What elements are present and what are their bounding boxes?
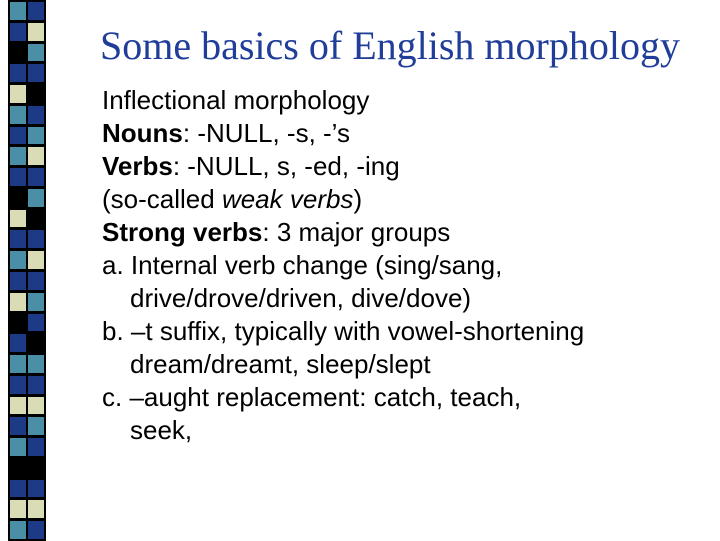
body-line-verbs	[102, 150, 712, 183]
strong-verbs-term: Strong verbs	[102, 217, 263, 247]
body-line-group-c-cont: seek,	[130, 415, 193, 445]
stripe-block	[26, 374, 46, 396]
body-line-group-b: b. –t suffix, typically with vowel-shortening	[102, 316, 585, 346]
stripe-block	[26, 270, 46, 292]
stripe-block	[8, 228, 28, 250]
stripe-block	[8, 62, 28, 84]
body-line-weak-verbs	[102, 183, 712, 216]
stripe-block	[26, 498, 46, 520]
stripe-block	[26, 353, 46, 375]
stripe-block	[26, 187, 46, 209]
stripe-block	[8, 457, 28, 479]
stripe-block	[8, 187, 28, 209]
stripe-block	[26, 519, 46, 541]
slide-body	[102, 84, 712, 447]
strong-verbs-rest: : 3 major groups	[262, 217, 451, 247]
stripe-block	[26, 291, 46, 313]
stripe-block	[8, 145, 28, 167]
stripe-block	[8, 374, 28, 396]
stripe-block	[8, 395, 28, 417]
stripe-block	[26, 208, 46, 230]
stripe-block	[8, 498, 28, 520]
weak-verbs-pre: (so-called	[102, 184, 222, 214]
stripe-block	[8, 125, 28, 147]
stripe-block	[8, 21, 28, 43]
nouns-suffixes: : -NULL, -s, -’s	[182, 118, 350, 148]
body-line-nouns	[102, 117, 712, 150]
stripe-block	[26, 83, 46, 105]
stripe-block	[26, 166, 46, 188]
stripe-block	[8, 270, 28, 292]
stripe-block	[8, 166, 28, 188]
stripe-block	[8, 208, 28, 230]
body-line-group-a: a. Internal verb change (sing/sang,	[102, 250, 503, 280]
stripe-block	[26, 395, 46, 417]
stripe-block	[8, 291, 28, 313]
body-line-group-c: c. –aught replacement: catch, teach,	[102, 382, 522, 412]
stripe-block	[26, 478, 46, 500]
stripe-block	[8, 519, 28, 541]
verbs-term: Verbs	[102, 151, 173, 181]
weak-verbs-term: weak verbs	[221, 184, 354, 214]
stripe-block	[26, 436, 46, 458]
stripe-block	[8, 415, 28, 437]
stripe-block	[8, 436, 28, 458]
stripe-block	[26, 332, 46, 354]
stripe-block	[8, 0, 28, 22]
stripe-block	[8, 249, 28, 271]
stripe-block	[8, 42, 28, 64]
stripe-block	[26, 125, 46, 147]
stripe-block	[26, 415, 46, 437]
stripe-block	[26, 228, 46, 250]
body-line-group-b-cont: dream/dreamt, sleep/slept	[130, 349, 431, 379]
slide-title: Some basics of English morphology	[100, 23, 680, 68]
stripe-block	[8, 312, 28, 334]
stripe-block	[26, 0, 46, 22]
stripe-block	[26, 457, 46, 479]
weak-verbs-post: )	[353, 184, 363, 214]
nouns-term: Nouns	[102, 118, 183, 148]
body-line-inflectional: Inflectional morphology	[102, 85, 370, 115]
body-line-group-a-cont: drive/drove/driven, dive/dove)	[130, 283, 472, 313]
stripe-block	[8, 353, 28, 375]
stripe-block	[8, 478, 28, 500]
stripe-block	[8, 83, 28, 105]
stripe-block	[8, 332, 28, 354]
stripe-block	[26, 104, 46, 126]
stripe-block	[26, 62, 46, 84]
stripe-block	[26, 145, 46, 167]
stripe-block	[8, 104, 28, 126]
stripe-block	[26, 312, 46, 334]
decorative-stripe	[0, 0, 70, 540]
stripe-block	[26, 249, 46, 271]
verbs-suffixes: : -NULL, s, -ed, -ing	[172, 151, 400, 181]
stripe-block	[26, 42, 46, 64]
body-line-strong-verbs	[102, 216, 712, 249]
stripe-block	[26, 21, 46, 43]
